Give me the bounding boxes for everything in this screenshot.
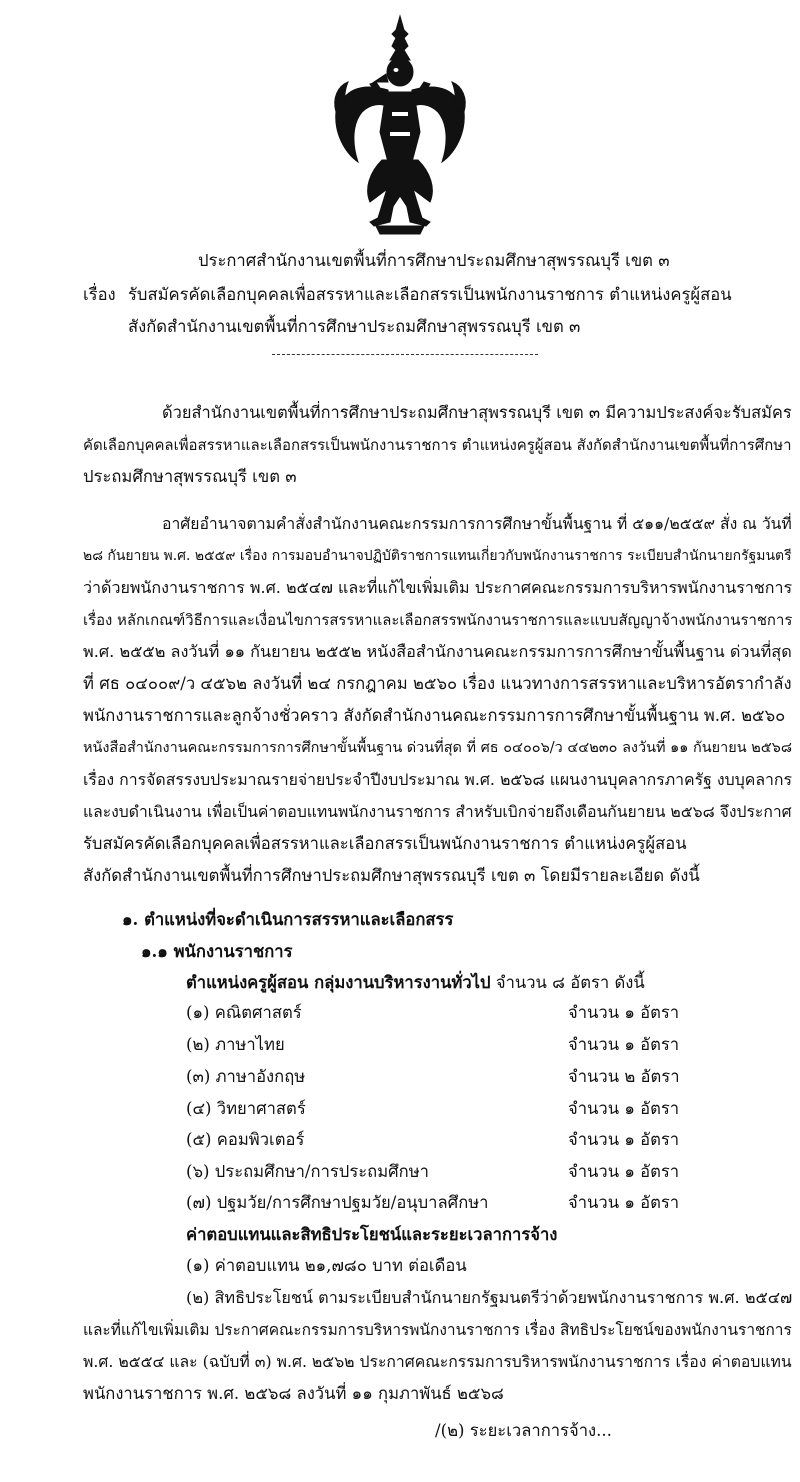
position-title: ตำแหน่งครูผู้สอน กลุ่มงานบริหารงานทั่วไป [186, 972, 491, 992]
benefit-rights-line: (๒) สิทธิประโยชน์ ตามระเบียบสำนักนายกรัฐมนตรีว่าด้วยพนักงานราชการ พ.ศ. ๒๕๔๗ [186, 1288, 793, 1307]
subject-count: จำนวน ๑ อัตรา [568, 1130, 680, 1149]
benefit-pay: (๑) ค่าตอบแทน ๒๑,๗๘๐ บาท ต่อเดือน [186, 1256, 467, 1275]
subject-count: จำนวน ๒ อัตรา [568, 1067, 680, 1086]
authority-line: เรื่อง หลักเกณฑ์วิธีการและเงื่อนไขการสรรหาและเลือกสรรพนักงานราชการและแบบสัญญาจ้างพนักงานราชการ [83, 611, 793, 629]
authority-line: อาศัยอำนาจตามคำสั่งสำนักงานคณะกรรมการการศึกษาขั้นพื้นฐาน ที่ ๕๑๑/๒๕๕๙ สั่ง ณ วันที่ [162, 514, 792, 533]
subject-name: (๖) ประถมศึกษา/การประถมศึกษา [186, 1162, 429, 1181]
benefit-rights-line: และที่แก้ไขเพิ่มเติม ประกาศคณะกรรมการบริหารพนักงานราชการ เรื่อง สิทธิประโยชน์ของพนักงานราชการ [83, 1321, 792, 1339]
intro-line: คัดเลือกบุคคลเพื่อสรรหาและเลือกสรรเป็นพนักงานราชการ ตำแหน่งครูผู้สอน สังกัดสำนักงานเขตพื้นที่การศึกษา [83, 436, 792, 454]
authority-line: สังกัดสำนักงานเขตพื้นที่การศึกษาประถมศึกษาสุพรรณบุรี เขต ๓ โดยมีรายละเอียด ดังนี้ [83, 866, 700, 885]
subject-line-2: สังกัดสำนักงานเขตพื้นที่การศึกษาประถมศึกษาสุพรรณบุรี เขต ๓ [128, 317, 581, 336]
subject-label: เรื่อง [83, 285, 116, 304]
authority-line: ที่ ศธ ๐๔๐๐๙/ว ๔๕๖๒ ลงวันที่ ๒๔ กรกฎาคม ๒๕๖๐ เรื่อง แนวทางการสรรหาและบริหารอัตรากำลัง [83, 674, 792, 693]
subsection-heading: ๑.๑ พนักงานราชการ [141, 941, 293, 961]
authority-line: หนังสือสำนักงานคณะกรรมการการศึกษาขั้นพื้นฐาน ด่วนที่สุด ที่ ศธ ๐๔๐๐๖/ว ๔๔๒๓๐ ลงวันที่ ๑๑ กันยายน ๒๕๖๘ [83, 740, 792, 756]
authority-line: เรื่อง การจัดสรรงบประมาณรายจ่ายประจำปีงบประมาณ พ.ศ. ๒๕๖๘ แผนงานบุคลากรภาครัฐ งบบุคลากร [83, 770, 792, 789]
header-divider [272, 354, 538, 355]
authority-line: และงบดำเนินงาน เพื่อเป็นค่าตอบแทนพนักงานราชการ สำหรับเบิกจ่ายถึงเดือนกันยายน ๒๕๖๘ จึงประกาศ [83, 802, 792, 821]
subject-name: (๓) ภาษาอังกฤษ [186, 1067, 306, 1086]
intro-line: ประถมศึกษาสุพรรณบุรี เขต ๓ [83, 467, 297, 486]
authority-line: รับสมัครคัดเลือกบุคคลเพื่อสรรหาและเลือกสรรเป็นพนักงานราชการ ตำแหน่งครูผู้สอน [83, 834, 687, 853]
position-count: จำนวน ๘ อัตรา ดังนี้ [495, 973, 645, 992]
subject-count: จำนวน ๑ อัตรา [568, 1099, 680, 1118]
subject-name: (๒) ภาษาไทย [186, 1035, 285, 1054]
benefits-heading: ค่าตอบแทนและสิทธิประโยชน์และระยะเวลาการจ้าง [186, 1224, 558, 1244]
continuation-note: /(๒) ระยะเวลาการจ้าง... [435, 1421, 612, 1440]
subject-count: จำนวน ๑ อัตรา [568, 1162, 680, 1181]
authority-line: พ.ศ. ๒๕๕๒ ลงวันที่ ๑๑ กันยายน ๒๕๕๒ หนังสือสำนักงานคณะกรรมการการศึกษาขั้นพื้นฐาน ด่วนที่สุด [83, 642, 792, 661]
benefit-rights-line: พนักงานราชการ พ.ศ. ๒๕๖๘ ลงวันที่ ๑๑ กุมภาพันธ์ ๒๕๖๘ [83, 1384, 504, 1403]
subject-name: (๑) คณิตศาสตร์ [186, 1003, 302, 1022]
garuda-emblem-icon [330, 12, 470, 237]
subject-count: จำนวน ๑ อัตรา [568, 1003, 680, 1022]
authority-line: ๒๘ กันยายน พ.ศ. ๒๕๕๙ เรื่อง การมอบอำนาจปฏิบัติราชการแทนเกี่ยวกับพนักงานราชการ ระเบียบสำนักนายกรัฐมนตรี [83, 548, 792, 564]
section-heading: ๑. ตำแหน่งที่จะดำเนินการสรรหาและเลือกสรร [122, 909, 454, 929]
announcement-title: ประกาศสำนักงานเขตพื้นที่การศึกษาประถมศึกษาสุพรรณบุรี เขต ๓ [198, 251, 670, 270]
subject-count: จำนวน ๑ อัตรา [568, 1035, 680, 1054]
subject-name: (๕) คอมพิวเตอร์ [186, 1130, 305, 1149]
authority-line: พนักงานราชการและลูกจ้างชั่วคราว สังกัดสำนักงานคณะกรรมการการศึกษาขั้นพื้นฐาน พ.ศ. ๒๕๖๐ [83, 706, 786, 725]
subject-count: จำนวน ๑ อัตรา [568, 1193, 680, 1212]
intro-line: ด้วยสำนักงานเขตพื้นที่การศึกษาประถมศึกษาสุพรรณบุรี เขต ๓ มีความประสงค์จะรับสมัคร [162, 403, 792, 422]
subject-name: (๗) ปฐมวัย/การศึกษาปฐมวัย/อนุบาลศึกษา [186, 1193, 489, 1212]
subject-line-1: รับสมัครคัดเลือกบุคคลเพื่อสรรหาและเลือกสรรเป็นพนักงานราชการ ตำแหน่งครูผู้สอน [128, 285, 732, 304]
authority-line: ว่าด้วยพนักงานราชการ พ.ศ. ๒๕๔๗ และที่แก้ไขเพิ่มเติม ประกาศคณะกรรมการบริหารพนักงานราชการ [83, 578, 793, 597]
subject-name: (๔) วิทยาศาสตร์ [186, 1099, 306, 1118]
position-line [186, 971, 645, 994]
benefit-rights-line: พ.ศ. ๒๕๕๔ และ (ฉบับที่ ๓) พ.ศ. ๒๕๖๒ ประกาศคณะกรรมการบริหารพนักงานราชการ เรื่อง ค่าตอบแทน [83, 1352, 792, 1371]
